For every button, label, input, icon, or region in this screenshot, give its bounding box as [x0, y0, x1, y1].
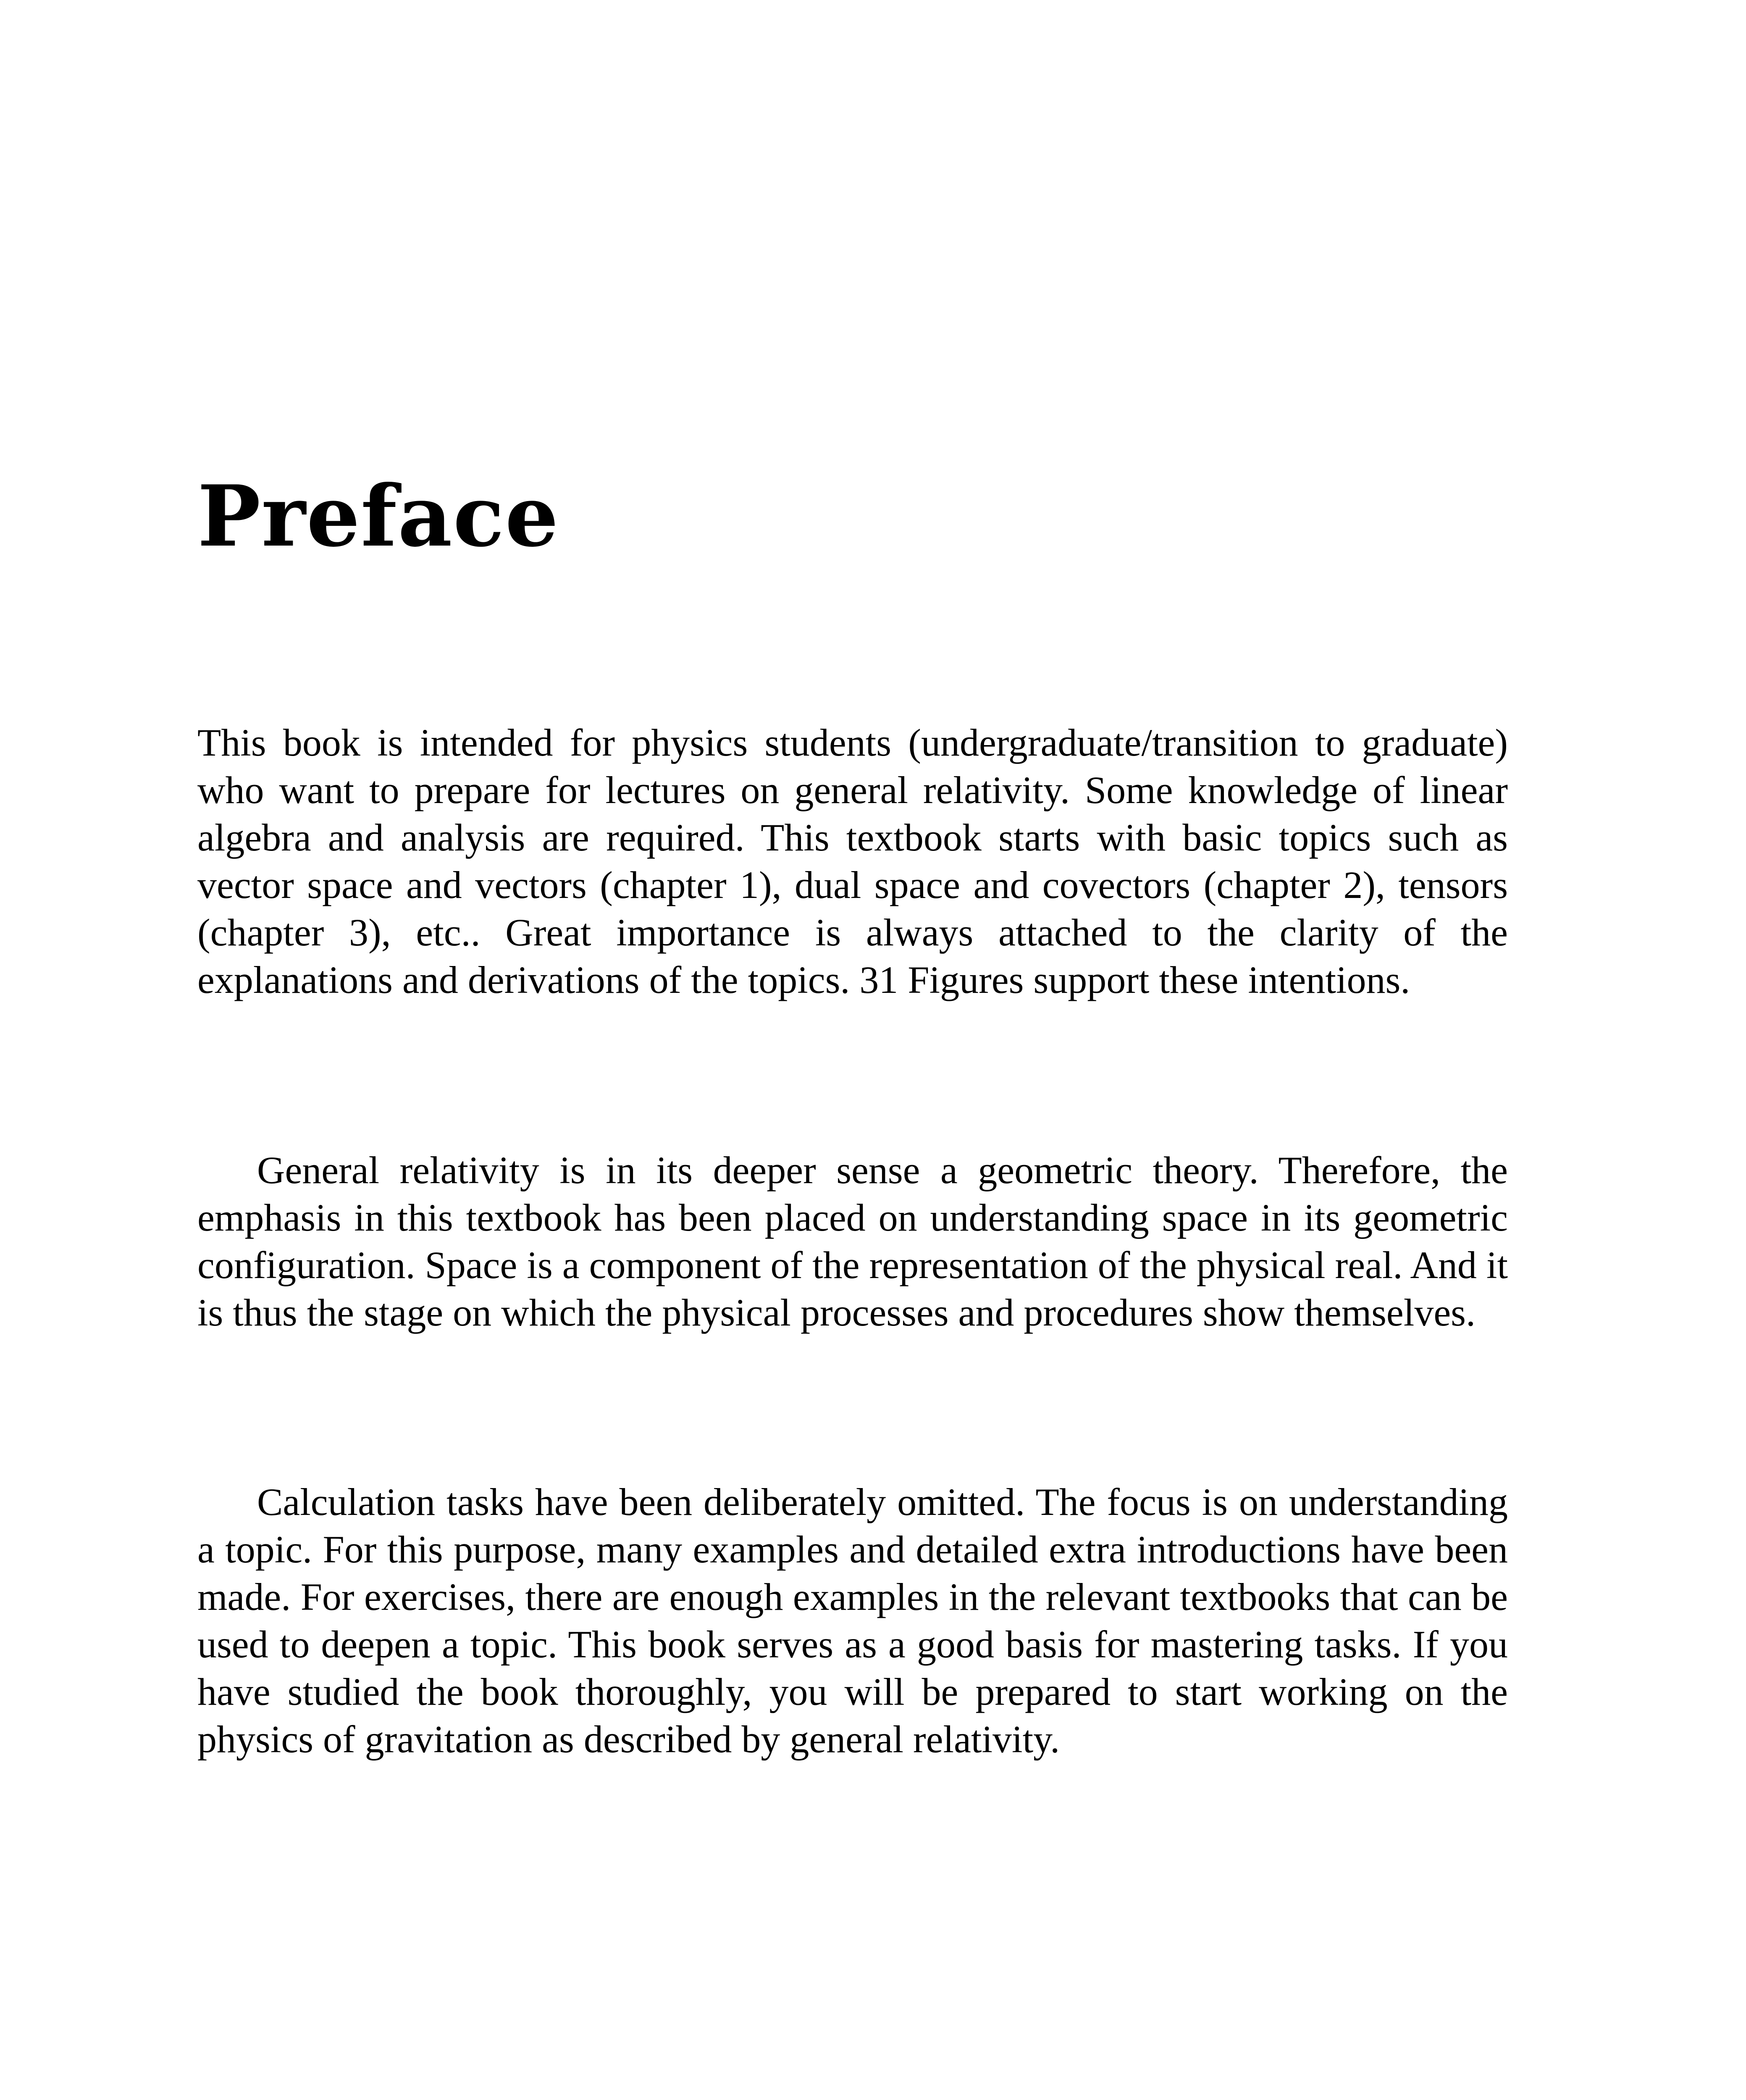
preface-paragraph-3: Calculation tasks have been deliberately omitted. The focus is on understanding a topic. For this purpose, many examples and detailed extra introductions have been made. For exercises, there are enough examples in the relevant textbooks that can be used to deepen a topic. This book serves as a good basis for mastering tasks. If you have studied the book thoroughly, you will be prepared to start working on the physics of gravitation as described by general relativity. [197, 1480, 1508, 1761]
preface-paragraph-1: This book is intended for physics students (undergraduate/transition to graduate) who want to prepare for lectures on general relativity. Some knowledge of linear algebra and analysis are required. This textbook starts with basic topics such as vector space and vectors (chapter 1), dual space and covectors (chapter 2), tensors (chapter 3), etc.. Great importance is always attached to the clarity of the explanations and derivations of the topics. 31 Figures support these intentions. [197, 721, 1508, 1001]
page-title: Preface [197, 467, 559, 566]
preface-paragraph-2: General relativity is in its deeper sense a geometric theory. Therefore, the emphasis in this textbook has been placed on understanding space in its geometric configuration. Space is a component of the representation of the physical real. And it is thus the stage on which the physical processes and procedures show themselves. [197, 1149, 1508, 1334]
